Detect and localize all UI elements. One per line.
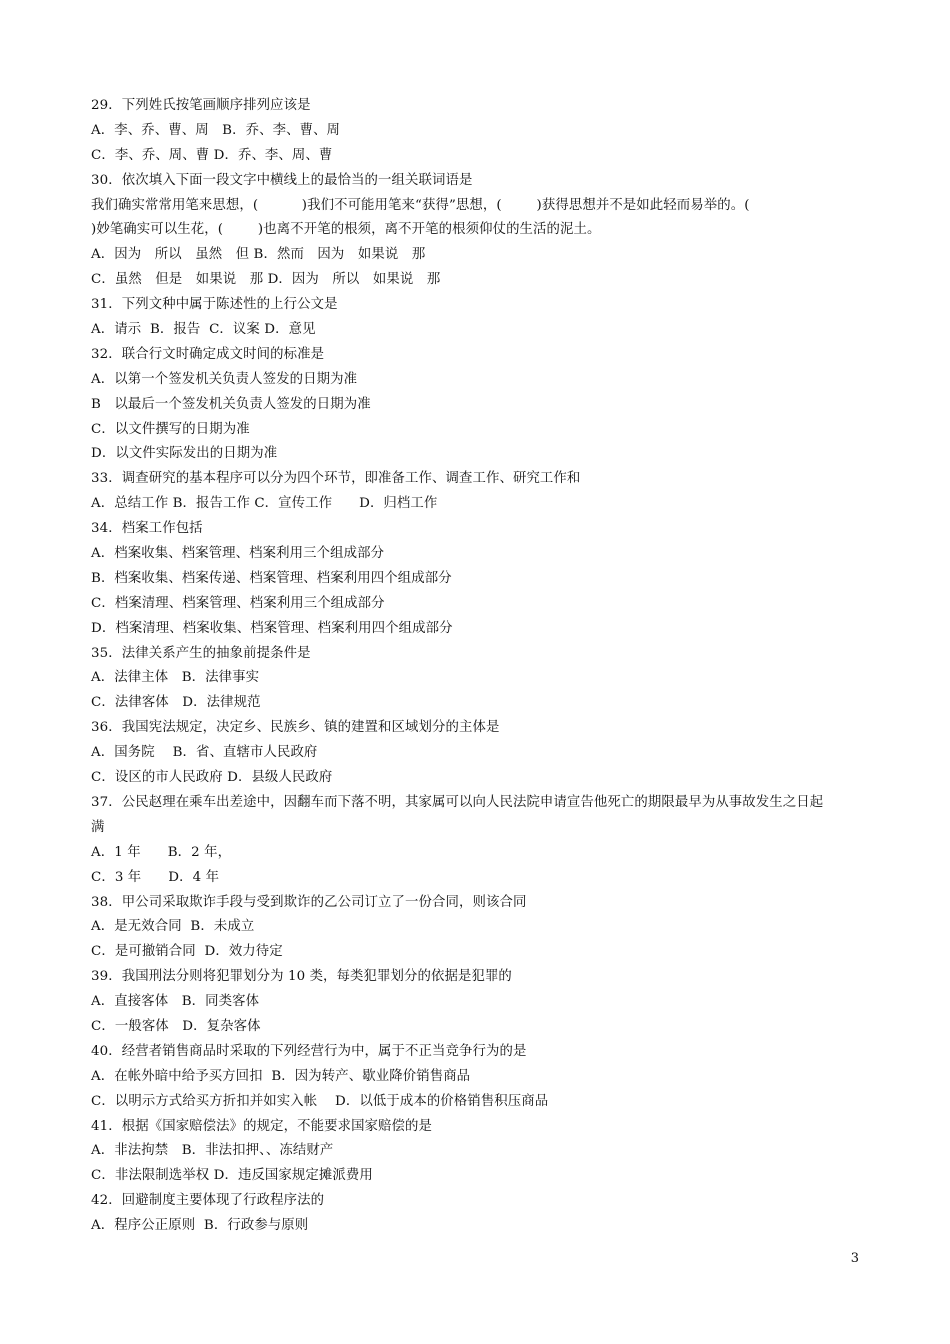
text-line: A．国务院 B．省、直辖市人民政府 <box>91 745 318 761</box>
text-line: A．直接客体 B．同类客体 <box>91 994 260 1010</box>
text-line: A．李、乔、曹、周 B．乔、李、曹、周 <box>91 122 341 138</box>
text-line: 30．依次填入下面一段文字中横线上的最恰当的一组关联词语是 <box>91 172 473 188</box>
text-line: C．非法限制选举权 D．违反国家规定摊派费用 <box>91 1168 373 1184</box>
text-line: 36．我国宪法规定，决定乡、民族乡、镇的建置和区域划分的主体是 <box>91 720 500 736</box>
text-line: 39．我国刑法分则将犯罪划分为 10 类，每类犯罪划分的依据是犯罪的 <box>91 969 512 985</box>
text-line: A．是无效合同 B．未成立 <box>91 919 255 935</box>
text-line: )妙笔确实可以生花，( )也离不开笔的根须，离不开笔的根须仰仗的生活的泥土。 <box>91 222 601 238</box>
text-line: C．以明示方式给买方折扣并如实入帐 D．以低于成本的价格销售积压商品 <box>91 1093 549 1109</box>
text-line: C．虽然 但是 如果说 那 D．因为 所以 如果说 那 <box>91 272 441 288</box>
text-line: A．在帐外暗中给予买方回扣 B．因为转产、歇业降价销售商品 <box>91 1068 471 1084</box>
text-line: C．3 年 D．4 年 <box>91 869 220 885</box>
text-line: C．李、乔、周、曹 D．乔、李、周、曹 <box>91 147 333 163</box>
text-line: B．档案收集、档案传递、档案管理、档案利用四个组成部分 <box>91 570 452 586</box>
text-line: C．是可撤销合同 D．效力待定 <box>91 944 283 960</box>
text-line: A．档案收集、档案管理、档案利用三个组成部分 <box>91 546 385 562</box>
text-line: D．以文件实际发出的日期为准 <box>91 446 278 462</box>
text-line: 40．经营者销售商品时采取的下列经营行为中，属于不正当竞争行为的是 <box>91 1043 527 1059</box>
text-line: D．档案清理、档案收集、档案管理、档案利用四个组成部分 <box>91 620 453 636</box>
text-line: 42．回避制度主要体现了行政程序法的 <box>91 1193 325 1209</box>
text-line: 34．档案工作包括 <box>91 521 203 537</box>
text-line: 31．下列文种中属于陈述性的上行公文是 <box>91 297 338 313</box>
page-content <box>91 94 871 1239</box>
page-number: 3 <box>850 1251 859 1266</box>
text-line: C．一般客体 D．复杂客体 <box>91 1018 261 1034</box>
text-line: B 以最后一个签发机关负责人签发的日期为准 <box>91 396 371 412</box>
text-line: A．非法拘禁 B．非法扣押、、冻结财产 <box>91 1143 334 1159</box>
text-line: 满 <box>91 819 105 835</box>
text-line: A．1 年 B．2 年， <box>91 844 232 860</box>
text-line: C．以文件撰写的日期为准 <box>91 421 250 437</box>
text-line: C．档案清理、档案管理、档案利用三个组成部分 <box>91 595 385 611</box>
text-line: C．设区的市人民政府 D．县级人民政府 <box>91 770 333 786</box>
text-line: 32．联合行文时确定成文时间的标准是 <box>91 346 325 362</box>
text-line: 33．调查研究的基本程序可以分为四个环节，即准备工作、调查工作、研究工作和 <box>91 471 581 487</box>
text-line: A．以第一个签发机关负责人签发的日期为准 <box>91 371 358 387</box>
text-line: A．因为 所以 虽然 但 B．然而 因为 如果说 那 <box>91 247 426 263</box>
text-line: 38．甲公司采取欺诈手段与受到欺诈的乙公司订立了一份合同，则该合同 <box>91 894 527 910</box>
text-line: 29．下列姓氏按笔画顺序排列应该是 <box>91 98 311 113</box>
text-line: A．法律主体 B．法律事实 <box>91 670 260 686</box>
text-line: 37．公民赵理在乘车出差途中，因翻车而下落不明，其家属可以向人民法院申请宣告他死亡的期限最早为从事故发生之日起 <box>91 794 824 810</box>
text-line: A．程序公正原则 B．行政参与原则 <box>91 1218 309 1234</box>
text-line: A．请示 B．报告 C．议案 D．意见 <box>91 322 316 338</box>
text-line: C．法律客体 D．法律规范 <box>91 695 261 711</box>
text-line: 我们确实常常用笔来思想，( )我们不可能用笔来“获得”思想，( )获得思想并不是如此轻而易举的。( <box>91 197 750 213</box>
text-line: 35．法律关系产生的抽象前提条件是 <box>91 645 311 661</box>
text-line: 41．根据《国家赔偿法》的规定，不能要求国家赔偿的是 <box>91 1118 433 1134</box>
text-line: A．总结工作 B．报告工作 C．宣传工作 D．归档工作 <box>91 496 438 512</box>
